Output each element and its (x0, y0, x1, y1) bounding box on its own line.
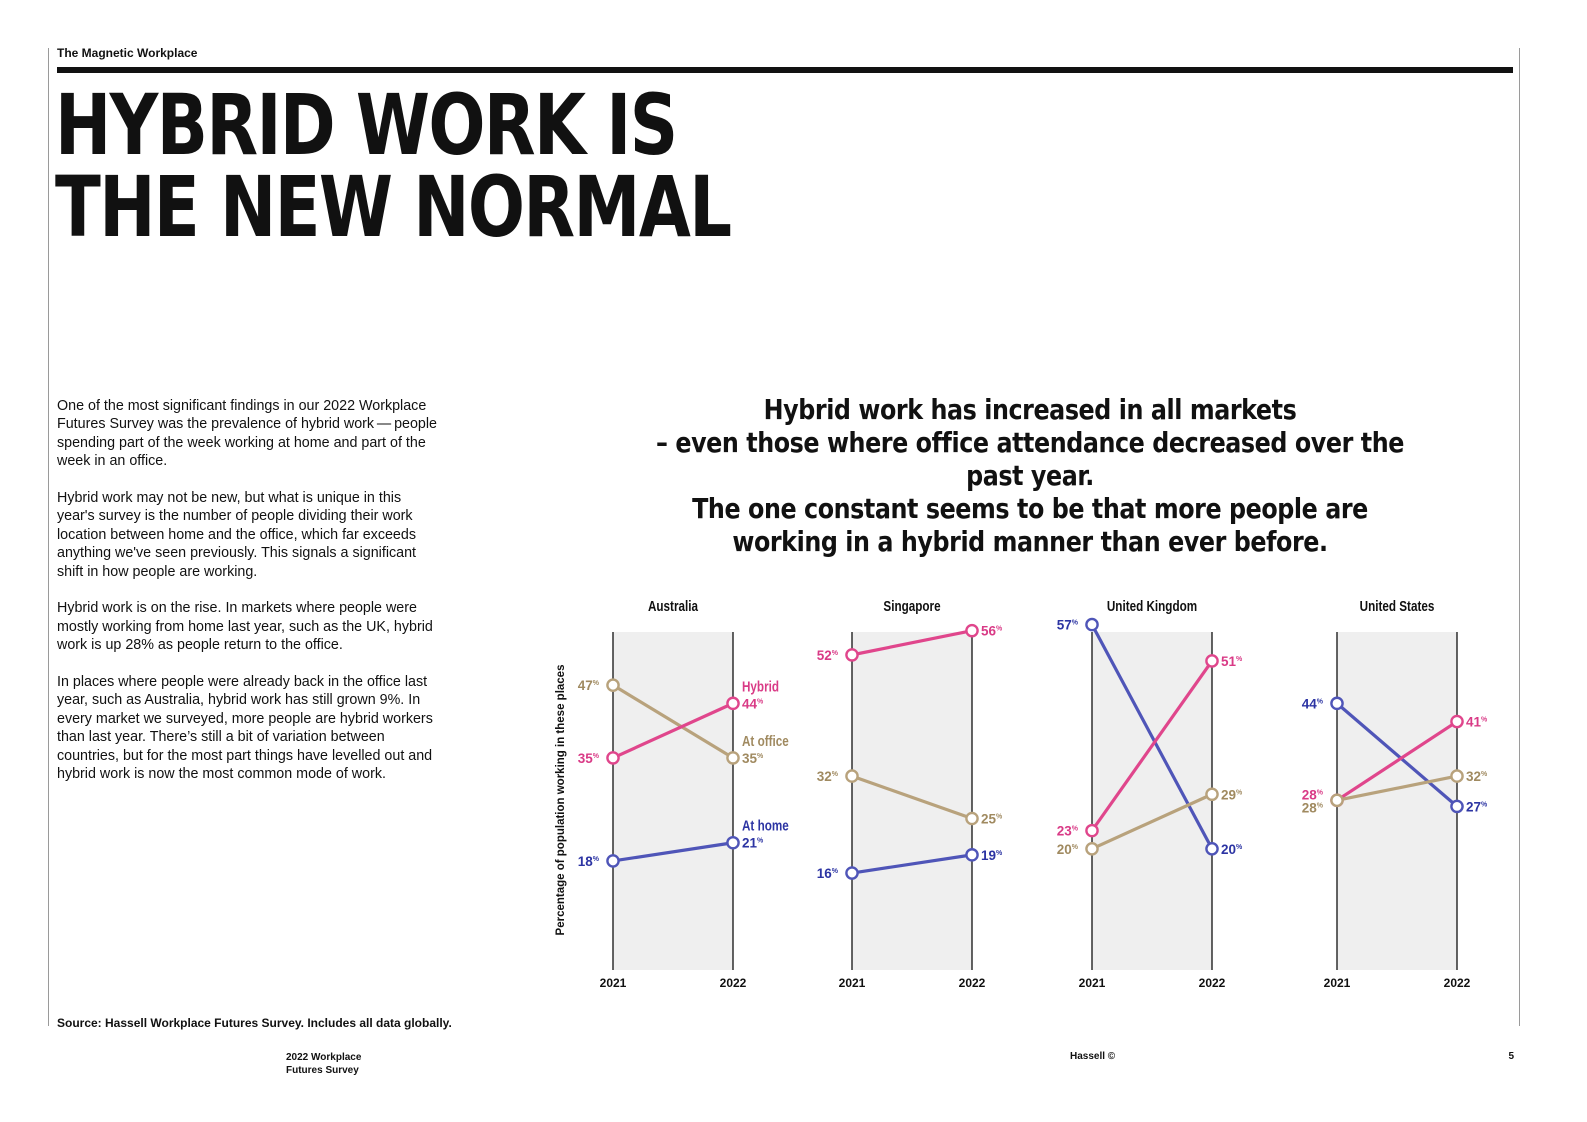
point-singapore-hybrid-2021 (846, 649, 857, 660)
value-label-singapore-at-office-2022: 25% (981, 811, 1003, 827)
value-label-united-states-at-office-2022: 32% (1466, 769, 1488, 785)
body-paragraph-2: Hybrid work may not be new, but what is unique in this year's survey is the number of people dividing their work location between home and the office, which far exceeds anything we've seen previously. This signals a significant shift in how people are working. (57, 490, 417, 580)
footer-brand: Hassell © (1070, 1051, 1116, 1062)
headline-line-1: HYBRID WORK IS (55, 76, 677, 174)
body-text (57, 397, 437, 802)
point-australia-at-home-2022 (727, 837, 738, 848)
x-tick-united-kingdom-2022: 2022 (1198, 976, 1226, 990)
value-label-united-kingdom-at-office-2021: 20% (1056, 841, 1078, 857)
x-tick-australia-2021: 2021 (599, 976, 627, 990)
value-label-united-states-at-office-2021: 28% (1301, 800, 1323, 816)
panel-background-singapore (852, 632, 972, 970)
value-label-singapore-hybrid-2022: 56% (981, 623, 1003, 639)
value-label-australia-at-home-2021: 18% (577, 853, 599, 869)
point-singapore-at-office-2022 (966, 813, 977, 824)
value-label-australia-hybrid-2021: 35% (577, 750, 599, 766)
left-margin-line (48, 48, 49, 1026)
callout-line-3: The one constant seems to be that more people are (692, 492, 1368, 525)
callout-text (648, 393, 1413, 558)
value-label-singapore-at-home-2021: 16% (816, 866, 838, 882)
x-tick-singapore-2021: 2021 (838, 976, 866, 990)
point-united-kingdom-hybrid-2022 (1206, 655, 1217, 666)
value-label-united-kingdom-at-home-2022: 20% (1221, 841, 1243, 857)
x-tick-united-states-2021: 2021 (1323, 976, 1351, 990)
value-label-united-kingdom-hybrid-2021: 23% (1056, 823, 1078, 839)
value-label-singapore-at-office-2021: 32% (816, 769, 838, 785)
value-label-united-states-at-home-2022: 27% (1466, 799, 1488, 815)
point-united-states-at-office-2021 (1331, 795, 1342, 806)
y-axis-label: Percentage of population working in these places (555, 664, 567, 936)
legend-label-hybrid: Hybrid (742, 677, 780, 695)
point-united-kingdom-at-office-2022 (1206, 789, 1217, 800)
point-united-kingdom-at-office-2021 (1086, 843, 1097, 854)
point-australia-at-home-2021 (607, 855, 618, 866)
page-title (55, 76, 731, 256)
value-label-australia-hybrid-2022: 44% (742, 696, 764, 712)
value-label-united-kingdom-at-office-2022: 29% (1221, 787, 1243, 803)
panel-background-australia (613, 632, 733, 970)
point-singapore-at-home-2021 (846, 867, 857, 878)
value-label-australia-at-home-2022: 21% (742, 835, 764, 851)
legend-label-at-office: At office (742, 732, 789, 750)
point-australia-hybrid-2021 (607, 752, 618, 763)
point-singapore-at-office-2021 (846, 770, 857, 781)
panel-background-united-states (1337, 632, 1457, 970)
point-united-kingdom-at-home-2022 (1206, 843, 1217, 854)
x-tick-united-kingdom-2021: 2021 (1078, 976, 1106, 990)
callout-line-1: Hybrid work has increased in all markets (763, 393, 1297, 426)
point-australia-at-office-2022 (727, 752, 738, 763)
callout-line-2: – even those where office attendance decreased over the past year. (656, 426, 1404, 492)
value-label-united-kingdom-at-home-2021: 57% (1056, 617, 1078, 633)
value-label-united-states-at-home-2021: 44% (1301, 696, 1323, 712)
body-paragraph-3: Hybrid work is on the rise. In markets where people were mostly working from home last year, such as the UK, hybrid work is up 28% as people return to the office. (57, 600, 433, 654)
body-paragraph-1: One of the most significant findings in our 2022 Workplace Futures Survey was the prevalence of hybrid work — people spending part of the week working at home and part of the week in an office. (57, 398, 438, 470)
point-united-kingdom-at-home-2021 (1086, 619, 1097, 630)
point-australia-at-office-2021 (607, 680, 618, 691)
value-label-australia-at-office-2021: 47% (577, 678, 599, 694)
point-united-states-at-office-2022 (1451, 770, 1462, 781)
headline-line-2: THE NEW NORMAL (55, 158, 731, 256)
slope-chart (540, 585, 1520, 1005)
report-label: The Magnetic Workplace (57, 46, 198, 60)
value-label-singapore-hybrid-2021: 52% (816, 647, 838, 663)
panel-title-singapore: Singapore (883, 597, 941, 615)
panel-title-united-states: United States (1359, 597, 1435, 615)
x-tick-united-states-2022: 2022 (1443, 976, 1471, 990)
point-united-states-at-home-2021 (1331, 698, 1342, 709)
point-united-states-at-home-2022 (1451, 801, 1462, 812)
point-singapore-at-home-2022 (966, 849, 977, 860)
value-label-singapore-at-home-2022: 19% (981, 847, 1003, 863)
value-label-australia-at-office-2022: 35% (742, 750, 764, 766)
source-note: Source: Hassell Workplace Futures Survey. Includes all data globally. (57, 1016, 452, 1030)
point-united-kingdom-hybrid-2021 (1086, 825, 1097, 836)
x-tick-singapore-2022: 2022 (958, 976, 986, 990)
callout-line-4: working in a hybrid manner than ever before. (732, 525, 1328, 558)
page-number: 5 (1508, 1051, 1514, 1062)
footer-report-title: 2022 Workplace Futures Survey (286, 1052, 362, 1076)
value-label-united-kingdom-hybrid-2022: 51% (1221, 653, 1243, 669)
value-label-united-states-hybrid-2022: 41% (1466, 714, 1488, 730)
point-australia-hybrid-2022 (727, 698, 738, 709)
panel-title-united-kingdom: United Kingdom (1106, 597, 1198, 615)
point-singapore-hybrid-2022 (966, 625, 977, 636)
body-paragraph-4: In places where people were already back in the office last year, such as Australia, hybrid work has still grown 9%. In every market we surveyed, more people are hybrid workers than last year. There’s still a bit of variation between countries, but for the most part things have levelled out and hybrid work is now the most common mode of work. (57, 674, 433, 783)
x-tick-australia-2022: 2022 (719, 976, 747, 990)
panel-title-australia: Australia (647, 597, 699, 615)
value-label-united-states-hybrid-2021: 28% (1301, 787, 1323, 803)
top-rule (57, 67, 1513, 73)
legend-label-at-home: At home (742, 817, 789, 835)
point-united-states-hybrid-2022 (1451, 716, 1462, 727)
